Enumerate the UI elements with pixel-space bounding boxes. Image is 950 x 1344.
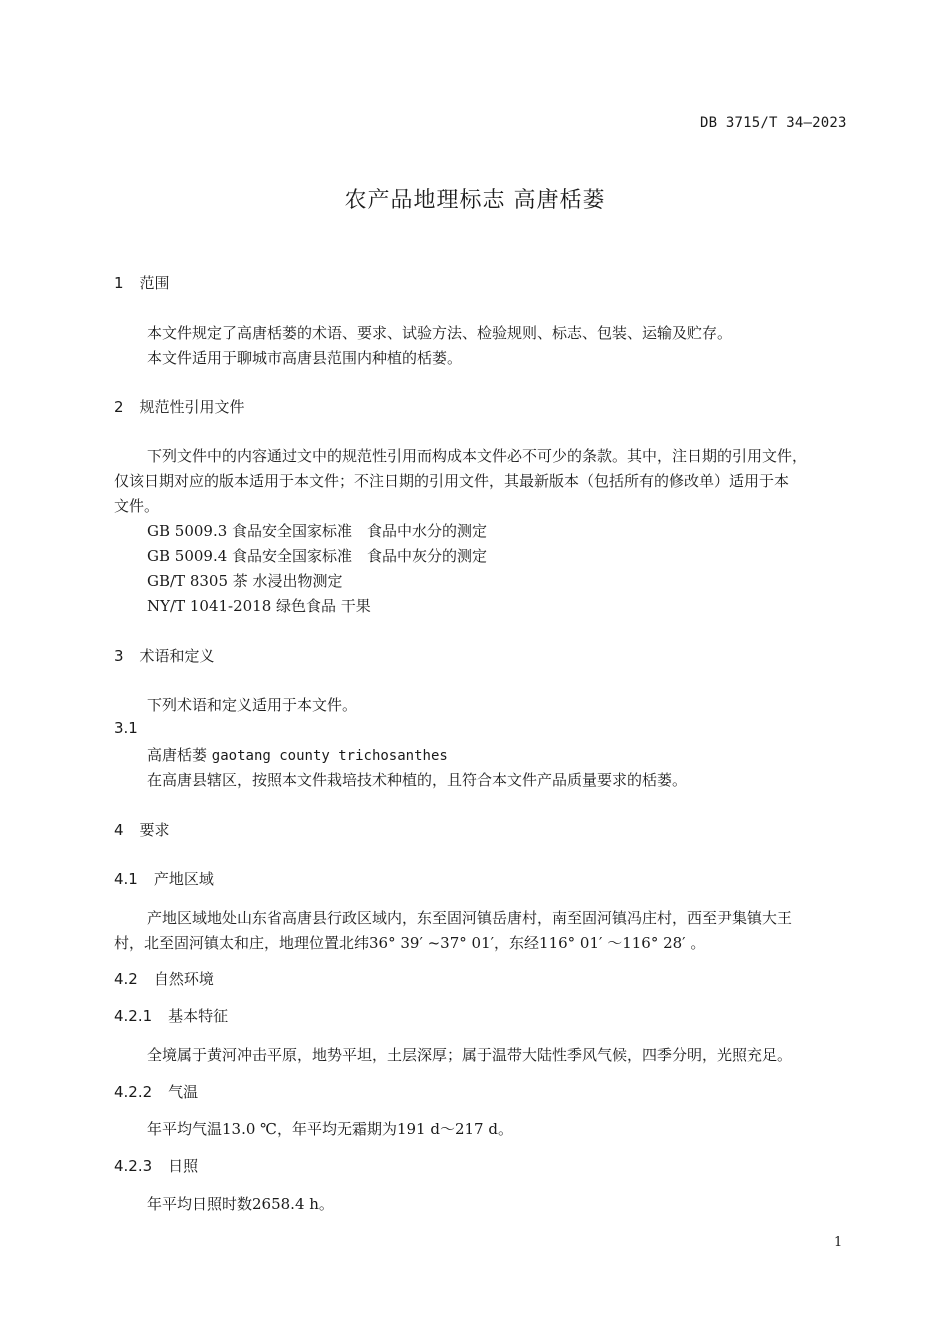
section-title: 日照 xyxy=(168,1157,199,1175)
page-number: 1 xyxy=(834,1235,843,1250)
paragraph: 年平均气温13.0 ℃，年平均无霜期为191 d～217 d。 xyxy=(147,1120,513,1138)
paragraph: 年平均日照时数2658.4 h。 xyxy=(147,1195,334,1213)
section-title: 气温 xyxy=(168,1083,199,1101)
paragraph: 仅该日期对应的版本适用于本文件；不注日期的引用文件，其最新版本（包括所有的修改单）适用于本 xyxy=(114,472,790,490)
paragraph: 村，北至固河镇太和庄，地理位置北纬36° 39′ ~37° 01′，东经116° 01′ ～116° 28′ 。 xyxy=(114,934,706,952)
reference-item: NY/T 1041-2018 绿色食品 干果 xyxy=(147,597,371,615)
term-number: 3.1 xyxy=(114,719,138,737)
section-number: 2 xyxy=(114,398,124,416)
section-1-heading xyxy=(114,272,170,293)
term-definition: 在高唐县辖区，按照本文件栽培技术种植的，且符合本文件产品质量要求的栝蒌。 xyxy=(147,771,688,789)
paragraph: 本文件适用于聊城市高唐县范围内种植的栝蒌。 xyxy=(147,349,463,367)
section-title: 范围 xyxy=(139,274,170,292)
paragraph: 全境属于黄河冲击平原，地势平坦，土层深厚；属于温带大陆性季风气候，四季分明，光照充足。 xyxy=(147,1046,793,1064)
subsection-4-2-heading xyxy=(114,968,214,989)
section-number: 4.2.3 xyxy=(114,1157,153,1175)
reference-item: GB 5009.4 食品安全国家标准 食品中灰分的测定 xyxy=(147,547,488,565)
subsection-4-2-3-heading xyxy=(114,1155,198,1176)
section-title: 规范性引用文件 xyxy=(139,398,245,416)
subsection-4-2-2-heading xyxy=(114,1081,198,1102)
section-title: 基本特征 xyxy=(168,1007,229,1025)
section-number: 4.2 xyxy=(114,970,138,988)
document-title: 农产品地理标志 高唐栝蒌 xyxy=(344,188,606,213)
section-title: 要求 xyxy=(139,821,170,839)
term-heading xyxy=(147,744,448,765)
paragraph: 下列术语和定义适用于本文件。 xyxy=(147,696,358,714)
section-2-heading xyxy=(114,396,245,417)
section-3-heading xyxy=(114,645,215,666)
term-english: gaotang county trichosanthes xyxy=(211,748,448,764)
section-title: 术语和定义 xyxy=(139,647,215,665)
reference-item: GB 5009.3 食品安全国家标准 食品中水分的测定 xyxy=(147,522,488,540)
section-number: 1 xyxy=(114,274,124,292)
paragraph: 下列文件中的内容通过文中的规范性引用而构成本文件必不可少的条款。其中，注日期的引用文件， xyxy=(147,447,808,465)
section-number: 3 xyxy=(114,647,124,665)
term-chinese: 高唐栝蒌 xyxy=(147,746,208,764)
reference-item: GB/T 8305 茶 水浸出物测定 xyxy=(147,572,343,590)
standard-number: DB 3715/T 34—2023 xyxy=(700,115,847,131)
section-number: 4.2.2 xyxy=(114,1083,153,1101)
section-title: 产地区域 xyxy=(153,870,214,888)
paragraph: 文件。 xyxy=(114,497,160,515)
section-title: 自然环境 xyxy=(153,970,214,988)
paragraph: 本文件规定了高唐栝蒌的术语、要求、试验方法、检验规则、标志、包装、运输及贮存。 xyxy=(147,324,733,342)
section-number: 4.1 xyxy=(114,870,138,888)
section-4-heading xyxy=(114,819,170,840)
paragraph: 产地区域地处山东省高唐县行政区域内，东至固河镇岳唐村，南至固河镇冯庄村，西至尹集镇大王 xyxy=(147,909,793,927)
subsection-4-1-heading xyxy=(114,868,214,889)
subsection-4-2-1-heading xyxy=(114,1005,228,1026)
section-number: 4.2.1 xyxy=(114,1007,153,1025)
section-number: 4 xyxy=(114,821,124,839)
